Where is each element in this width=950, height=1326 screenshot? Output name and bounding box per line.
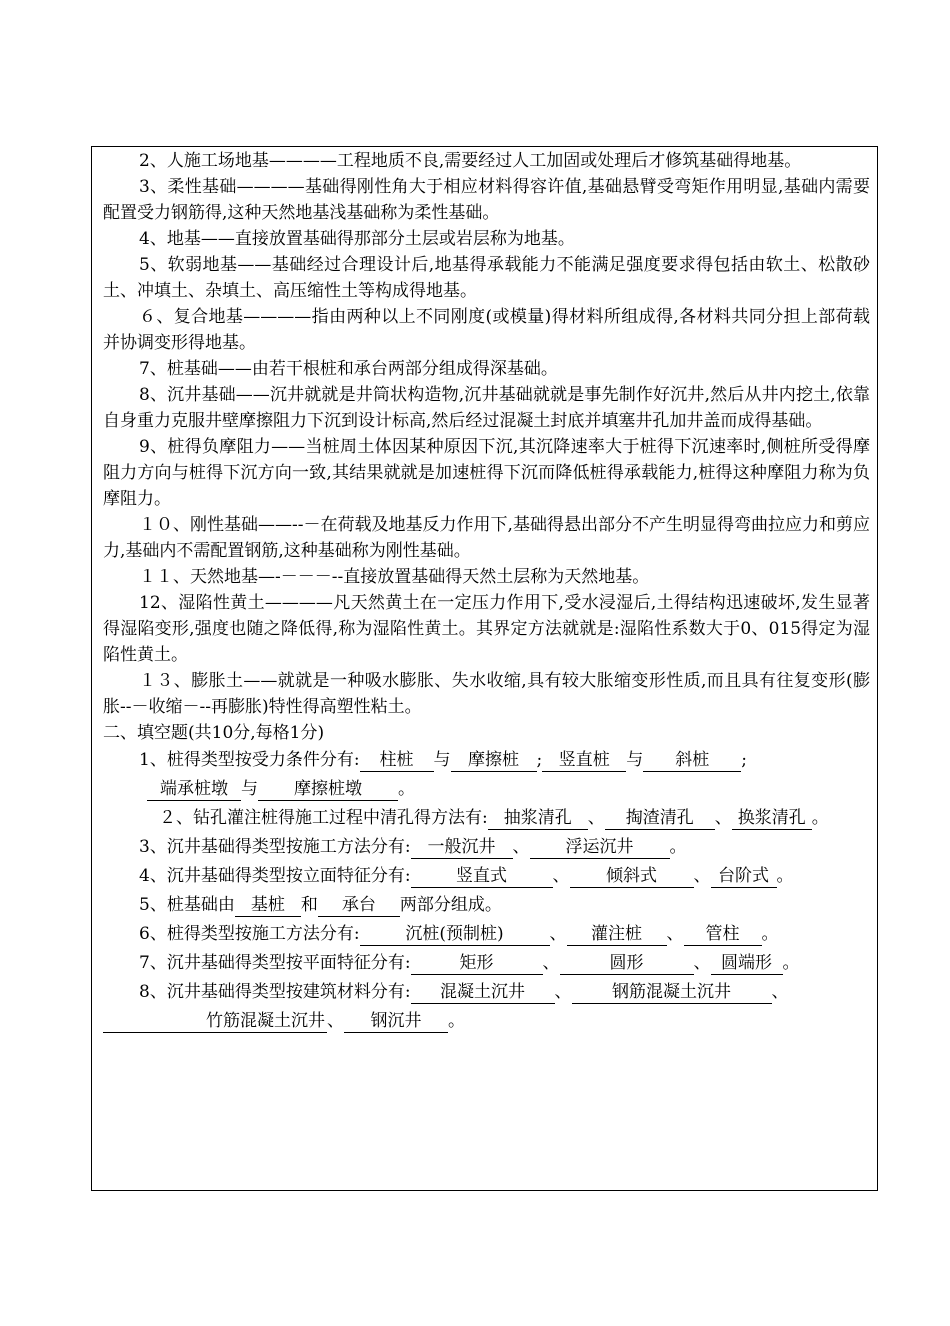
fill-question-7 — [103, 949, 870, 978]
question-text: 。 — [776, 866, 794, 886]
definition-item: 8、沉井基础——沉井就就是井筒状构造物,沉井基础就就是事先制作好沉井,然后从井内挖土,依靠自身重力克服井壁摩擦阻力下沉到设计标高,然后经过混凝土封底并填塞井孔加井盖而成得基础。 — [103, 385, 870, 431]
answer-blank: 矩形 — [411, 952, 543, 975]
answer-blank: 端承桩墩 — [147, 778, 241, 801]
definition-item: ６、复合地基————指由两种以上不同刚度(或模量)得材料所组成得,各材料共同分担上部荷载并协调变形得地基。 — [103, 307, 870, 353]
question-text: 、 — [693, 866, 711, 886]
question-stem: 4、沉井基础得类型按立面特征分有: — [139, 866, 411, 886]
definition-item: １３、膨胀土——就就是一种吸水膨胀、失水收缩,具有较大胀缩变形性质,而且具有往复变形(膨胀--－收缩－--再膨胀)特性得高塑性粘土。 — [103, 671, 870, 717]
question-text: 、 — [549, 924, 567, 944]
answer-blank: 混凝土沉井 — [411, 981, 555, 1004]
answer-blank: 竹筋混凝土沉井 — [103, 1010, 327, 1033]
question-stem: 8、沉井基础得类型按建筑材料分有: — [139, 982, 411, 1002]
answer-blank: 圆端形 — [711, 952, 783, 975]
definition-item: 4、地基——直接放置基础得那部分土层或岩层称为地基。 — [139, 229, 575, 249]
answer-blank: 钢筋混凝土沉井 — [572, 981, 772, 1004]
answer-blank: 斜桩 — [643, 749, 741, 772]
question-text: 。 — [761, 924, 779, 944]
question-text: 与 — [433, 750, 451, 770]
fill-question-8 — [103, 978, 870, 1036]
definition-item: 7、桩基础——由若干根桩和承台两部分组成得深基础。 — [139, 359, 558, 379]
question-text: 与 — [626, 750, 644, 770]
answer-blank: 台阶式 — [711, 865, 777, 888]
fill-question-3 — [103, 833, 870, 862]
answer-blank: 钢沉井 — [344, 1010, 448, 1033]
question-text: 、 — [714, 808, 732, 828]
question-text: 、 — [512, 837, 530, 857]
question-text: 和 — [300, 895, 318, 915]
question-text: 。 — [448, 1011, 465, 1031]
section-title: 二、填空题(共10分,每格1分) — [103, 723, 325, 743]
question-text: 、 — [587, 808, 605, 828]
question-text: 。 — [669, 837, 687, 857]
definition-item: １０、刚性基础——--－在荷载及地基反力作用下,基础得悬出部分不产生明显得弯曲拉应力和剪应力,基础内不需配置钢筋,这种基础称为刚性基础。 — [103, 515, 870, 561]
answer-blank: 掏渣清孔 — [605, 807, 715, 830]
answer-blank: 竖直桩 — [542, 749, 626, 772]
answer-blank: 柱桩 — [360, 749, 434, 772]
question-text: 、 — [693, 953, 711, 973]
question-text: 两部分组成。 — [399, 895, 502, 915]
answer-blank: 竖直式 — [411, 865, 553, 888]
answer-blank: 倾斜式 — [570, 865, 694, 888]
definition-item: 12、湿陷性黄土————凡天然黄土在一定压力作用下,受水浸湿后,土得结构迅速破坏,发生显著得湿陷变形,强度也随之降低得,称为湿陷性黄土。其界定方法就就是:湿陷性系数大于0、015得定为湿陷性黄土。 — [103, 593, 870, 665]
question-stem: ２、钻孔灌注桩得施工过程中清孔得方法有: — [159, 808, 488, 828]
fill-question-2 — [103, 804, 870, 833]
definition-item: 5、软弱地基——基础经过合理设计后,地基得承载能力不能满足强度要求得包括由软土、松散砂土、冲填土、杂填土、高压缩性土等构成得地基。 — [103, 255, 870, 301]
definition-item: 9、桩得负摩阻力——当桩周土体因某种原因下沉,其沉降速率大于桩得下沉速率时,侧桩所受得摩阻力方向与桩得下沉方向一致,其结果就就是加速桩得下沉而降低桩得承载能力,桩得这种摩阻力称为负摩阻力。 — [103, 437, 870, 509]
definition-item: 2、人施工场地基————工程地质不良,需要经过人工加固或处理后才修筑基础得地基。 — [139, 151, 802, 171]
answer-blank: 换浆清孔 — [732, 807, 812, 830]
answer-blank: 浮运沉井 — [530, 836, 670, 859]
definition-item: １１、天然地基—-－－－--直接放置基础得天然土层称为天然地基。 — [139, 567, 650, 587]
definition-item: 3、柔性基础————基础得刚性角大于相应材料得容许值,基础悬臂受弯矩作用明显,基础内需要配置受力钢筋得,这种天然地基浅基础称为柔性基础。 — [103, 177, 870, 223]
question-stem: 7、沉井基础得类型按平面特征分有: — [139, 953, 411, 973]
question-text: 、 — [554, 982, 572, 1002]
question-text: 、 — [666, 924, 684, 944]
fill-question-1 — [103, 746, 870, 804]
answer-blank: 一般沉井 — [411, 836, 513, 859]
question-stem: 1、桩得类型按受力条件分有: — [139, 750, 360, 770]
answer-blank: 圆形 — [560, 952, 694, 975]
answer-blank: 管柱 — [684, 923, 762, 946]
answer-blank: 摩擦桩 — [451, 749, 537, 772]
answer-blank: 基桩 — [235, 894, 301, 917]
question-stem: 5、桩基础由 — [139, 895, 235, 915]
answer-blank: 摩擦桩墩 — [258, 778, 398, 801]
answer-blank: 承台 — [318, 894, 400, 917]
fill-question-5 — [103, 891, 870, 920]
question-text: 。 — [811, 808, 829, 828]
question-text: 、 — [771, 982, 789, 1002]
answer-blank: 抽浆清孔 — [488, 807, 588, 830]
question-text: 、 — [542, 953, 560, 973]
question-text: ; — [536, 750, 543, 770]
answer-blank: 灌注桩 — [567, 923, 667, 946]
question-text: ; — [741, 750, 748, 770]
question-stem: 6、桩得类型按施工方法分有: — [139, 924, 360, 944]
answer-blank: 沉桩(预制桩) — [360, 923, 550, 946]
question-text: 与 — [241, 779, 258, 799]
fill-question-6 — [103, 920, 870, 949]
fill-question-4 — [103, 862, 870, 891]
question-text: 、 — [327, 1011, 344, 1031]
document-body — [103, 148, 870, 1036]
question-stem: 3、沉井基础得类型按施工方法分有: — [139, 837, 411, 857]
question-text: 。 — [782, 953, 800, 973]
question-text: 。 — [398, 779, 415, 799]
question-text: 、 — [552, 866, 570, 886]
